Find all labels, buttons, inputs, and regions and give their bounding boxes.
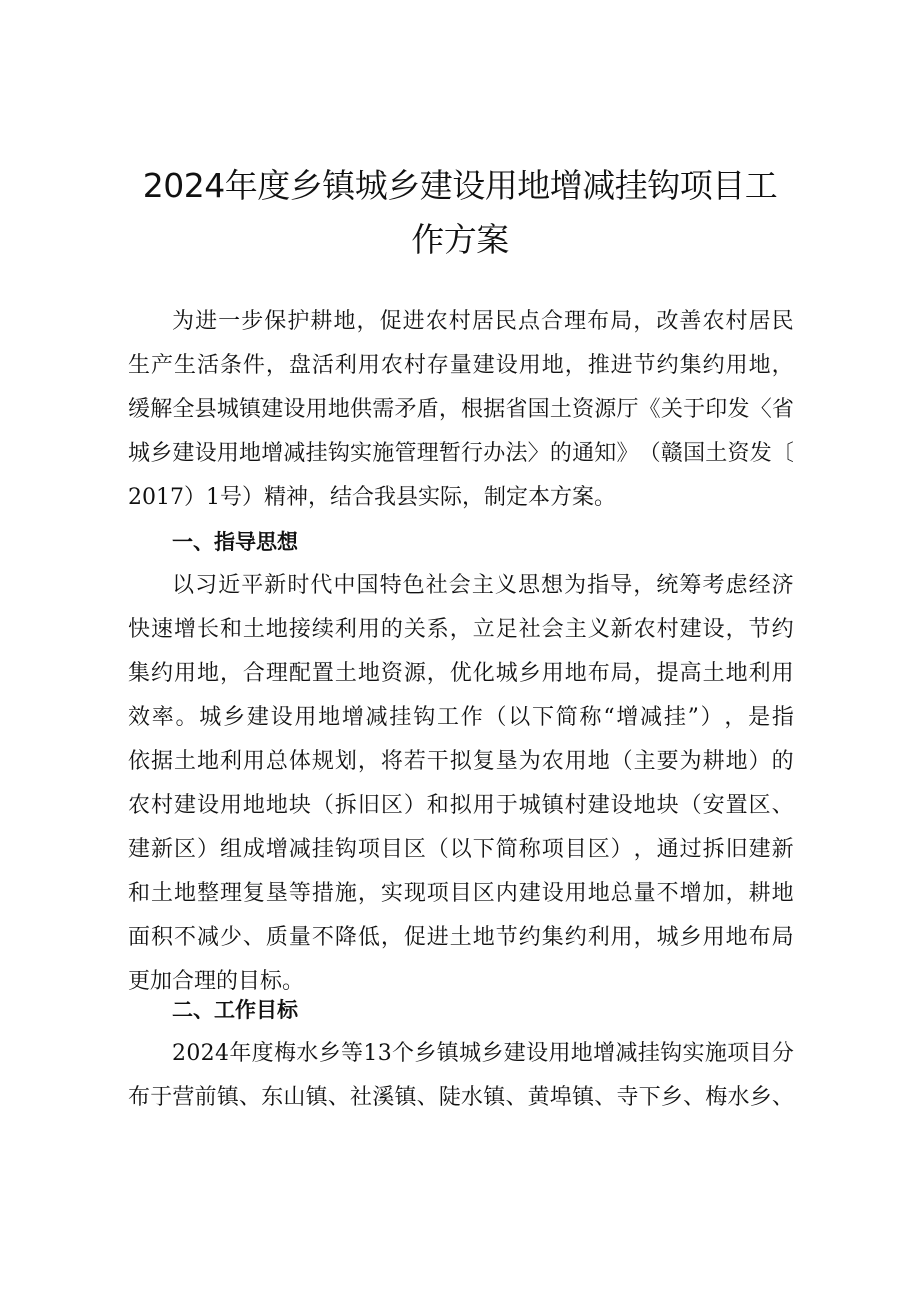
document-title-line-1: 2024年度乡镇城乡建设用地增减挂钩项目工 — [142, 166, 778, 205]
section-heading-guiding-ideology: 一、指导思想 — [172, 530, 298, 554]
section1-line: 依 据 土 地 利 用 总 体 规 划 ， 将 若 干 拟 复 垦 为 农 用 地 （ 主 要 为 耕 地 ） 的 — [128, 749, 794, 774]
section1-line: 更加合理的目标。 — [128, 969, 305, 994]
intro-line: 2017）1号）精神，结合我县实际，制定本方案。 — [128, 485, 616, 510]
section2-line: 布 于 营 前 镇 、 东 山 镇 、 社 溪 镇 、 陡 水 镇 、 黄 埠 镇 、 寺 下 乡 、 梅 水 乡 、 — [128, 1085, 794, 1110]
section1-line: 快 速 增 长 和 土 地 接 续 利 用 的 关 系 ， 立 足 社 会 主 义 新 农 村 建 设 ， 节 约 — [128, 617, 794, 642]
intro-line: 生 产 生 活 条 件 ， 盘 活 利 用 农 村 存 量 建 设 用 地 ， 推 进 节 约 集 约 用 地 ， — [128, 353, 794, 378]
document-title-line-2: 作方案 — [411, 220, 509, 259]
section1-line: 效 率 。 城 乡 建 设 用 地 增 减 挂 钩 工 作 （ 以 下 简 称 “ 增 减 挂 ” ） ， 是 指 — [128, 705, 794, 730]
section1-line: 农 村 建 设 用 地 地 块 （ 拆 旧 区 ） 和 拟 用 于 城 镇 村 建 设 地 块 （ 安 置 区 、 — [128, 793, 794, 818]
section1-line: 建 新 区 ） 组 成 增 减 挂 钩 项 目 区 （ 以 下 简 称 项 目 区 ） ， 通 过 拆 旧 建 新 — [128, 837, 794, 862]
intro-line: 为 进 一 步 保 护 耕 地 ， 促 进 农 村 居 民 点 合 理 布 局 ， 改 善 农 村 居 民 — [172, 309, 794, 334]
intro-line: 缓 解 全 县 城 镇 建 设 用 地 供 需 矛 盾 ， 根 据 省 国 土 资 源 厅 《 关 于 印 发 〈 省 — [128, 397, 794, 422]
intro-line: 城 乡 建 设 用 地 增 减 挂 钩 实 施 管 理 暂 行 办 法 〉 的 通 知 》 （ 赣 国 土 资 发 〔 — [128, 441, 794, 466]
section1-line: 面 积 不 减 少 、 质 量 不 降 低 ， 促 进 土 地 节 约 集 约 利 用 ， 城 乡 用 地 布 局 — [128, 925, 794, 950]
section1-line: 以 习 近 平 新 时 代 中 国 特 色 社 会 主 义 思 想 为 指 导 ， 统 筹 考 虑 经 济 — [172, 573, 794, 598]
section-heading-work-goals: 二、工作目标 — [172, 998, 298, 1022]
section1-line: 和 土 地 整 理 复 垦 等 措 施 ， 实 现 项 目 区 内 建 设 用 地 总 量 不 增 加 ， 耕 地 — [128, 881, 794, 906]
section1-line: 集 约 用 地 ， 合 理 配 置 土 地 资 源 ， 优 化 城 乡 用 地 布 局 ， 提 高 土 地 利 用 — [128, 661, 794, 686]
section2-line: 2 0 2 4 年 度 梅 水 乡 等 1 3 个 乡 镇 城 乡 建 设 用 地 增 减 挂 钩 实 施 项 目 分 — [172, 1041, 794, 1066]
